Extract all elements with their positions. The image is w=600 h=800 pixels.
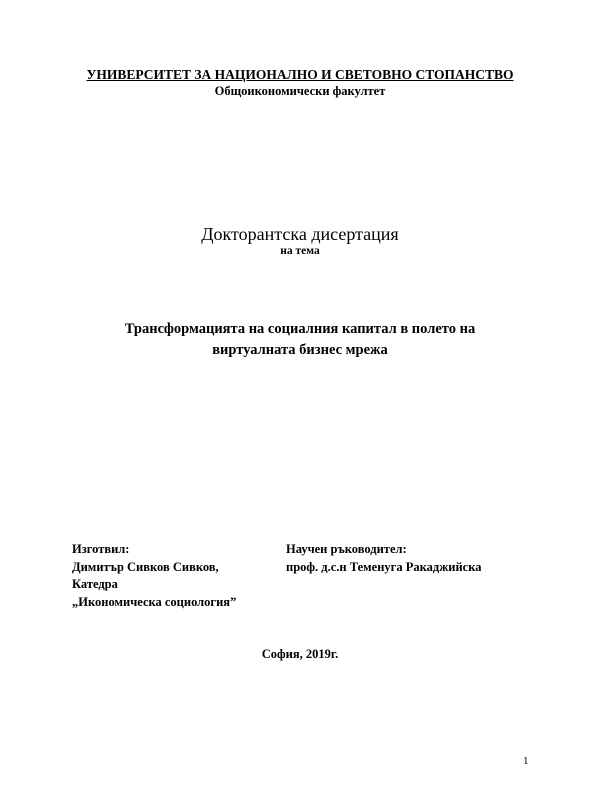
page-number: 1 (523, 755, 529, 767)
document-type: Докторантска дисертация (201, 224, 399, 244)
faculty-name: Общоикономически факултет (214, 84, 386, 98)
topic-line-1: Трансформацията на социалния капитал в полето на (124, 321, 476, 337)
department-label: Катедра (72, 577, 118, 591)
dissertation-topic (0, 319, 600, 361)
university-name-text: УНИВЕРСИТЕТ ЗА НАЦИОНАЛНО И СВЕТОВНО СТОПАНСТВО (86, 67, 514, 82)
author-block (72, 541, 236, 611)
topic-line-2: виртуалната бизнес мрежа (212, 342, 388, 358)
university-name (0, 67, 600, 83)
author-label: Изготвил: (72, 542, 130, 556)
supervisor-block (286, 541, 481, 576)
city-year: София, 2019г. (261, 647, 339, 661)
author-name: Димитър Сивков Сивков, (72, 559, 219, 574)
department-name: „Икономическа социология” (72, 594, 237, 609)
supervisor-label: Научен ръководител: (286, 542, 407, 556)
subject-label: на тема (280, 245, 320, 257)
supervisor-name: проф. д.с.н Теменуга Ракаджийска (286, 559, 482, 574)
